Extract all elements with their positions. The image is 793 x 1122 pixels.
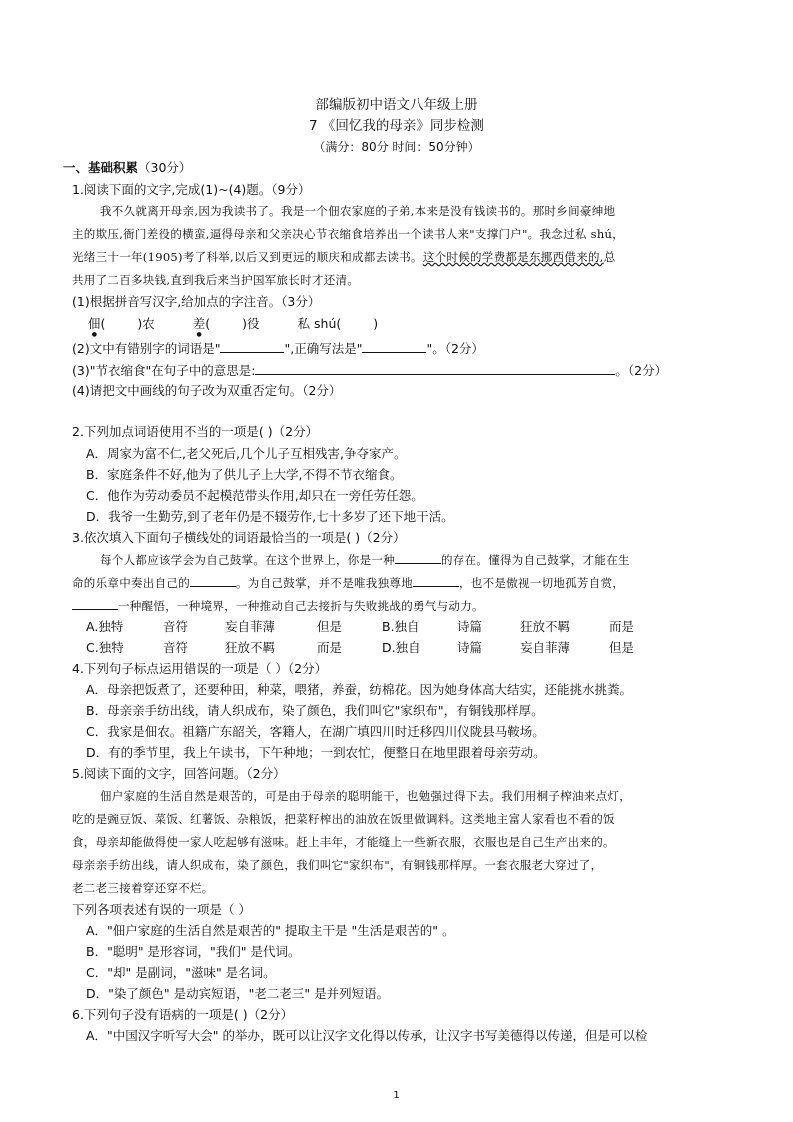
q3-passage-line [72, 595, 484, 616]
q1-sub1-label: (1)根据拼音写汉字,给加点的字注音。（3分） [72, 294, 321, 309]
answer-blank[interactable] [255, 360, 615, 375]
q5-passage-line: 吃的是豌豆饭、菜饭、红薯饭、杂粮饭，把菜籽榨出的油放在饭里做调料。这类地主富人家看也不看的饭 [72, 812, 615, 826]
q3-option-cell: 但是 [609, 640, 635, 655]
q3-option-cell: A.独特 [86, 619, 124, 634]
q3-option-cell: 诗篇 [457, 640, 483, 655]
q3-option-cell: 音符 [163, 640, 189, 655]
q6-option-a: A．"中国汉字听写大会" 的举办，既可以让汉字文化得以传承，让汉字书写美德得以传递，但是可以检 [86, 1028, 648, 1043]
q3-option-cell: 妄自菲薄 [225, 619, 276, 634]
q1-passage-line: 主的欺压,衙门差役的横蛮,逼得母亲和父亲决心节衣缩食培养出一个读书人来"支撑门户"。我念过私 shú， [72, 227, 625, 241]
q1-stem: 1.阅读下面的文字,完成(1)~(4)题。（9分） [72, 182, 311, 197]
q3-option-cell: 音符 [163, 619, 189, 634]
q3-option-cell: B.独自 [382, 619, 420, 634]
pinyin-prompt: 私 shú( [297, 316, 342, 331]
section-points: （30分） [138, 160, 192, 175]
q3-option-cell: 但是 [317, 619, 343, 634]
q5-option-a: A．"佃户家庭的生活自然是艰苦的" 提取主干是 "生活是艰苦的" 。 [86, 923, 455, 938]
q2-stem: 2.下列加点词语使用不当的一项是( )（2分） [72, 424, 319, 439]
q5-option-c: C．"却" 是副词，"滋味" 是名词。 [86, 965, 276, 980]
q4-stem: 4.下列句子标点运用错误的一项是（ ）（2分） [72, 661, 328, 676]
q3-text: 命的乐章中奏出自己的 [72, 576, 190, 590]
dotted-char: 佃 [88, 316, 101, 331]
q3-option-cell: 狂放不羁 [520, 619, 571, 634]
q3-option-cell: 妄自菲薄 [520, 640, 571, 655]
doc-subtitle: 7 《回忆我的母亲》同步检测 [309, 118, 484, 134]
q1-passage-segment: 光绪三十一年(1905)考了科举,以后又到更远的顺庆和成都去读书。 [72, 250, 423, 264]
paren: ( [205, 316, 211, 331]
answer-blank[interactable] [72, 595, 118, 610]
answer-blank[interactable] [395, 549, 441, 564]
dotted-char: 差 [192, 316, 206, 331]
q3-option-cell: 狂放不羁 [225, 640, 276, 655]
q3-passage-line [100, 549, 630, 570]
section-heading [63, 158, 191, 178]
answer-blank[interactable] [190, 572, 236, 587]
q3-option-cell: 而是 [317, 640, 343, 655]
q1-sub2-text: ",正确写法是" [284, 341, 363, 356]
q5-passage-line: 老二老三接着穿还穿不烂。 [72, 881, 214, 895]
q3-text: 每个人都应该学会为自己鼓掌。在这个世界上，你是一种 [100, 553, 395, 567]
section-title: 一、基础积累 [63, 160, 139, 175]
q1-passage-line: 我不久就离开母亲,因为我读书了。我是一个佃农家庭的子弟,本来是没有钱读书的。那时乡间豪绅地 [100, 204, 616, 218]
q4-option-d: D．有的季节里，我上午读书，下午种地；一到农忙，便整日在地里跟着母亲劳动。 [86, 745, 546, 760]
q4-option-a: A．母亲把饭煮了，还要种田，种菜，喂猪，养蚕，纺棉花。因为她身体高大结实，还能挑水挑粪。 [86, 682, 633, 697]
q3-passage-line [72, 572, 624, 593]
paren: ( [100, 316, 106, 331]
score-time-info: （满分：80分 时间：50分钟） [313, 140, 480, 154]
q1-sub2-text: (2)文中有错别字的词语是" [72, 341, 221, 356]
q6-stem: 6.下列句子没有语病的一项是( )（2分） [72, 1007, 294, 1022]
answer-blank[interactable] [362, 338, 426, 353]
q1-sub1-items [88, 314, 378, 338]
q3-text: ，也不是傲视一切地孤芳自赏， [459, 576, 625, 590]
doc-title: 部编版初中语文八年级上册 [315, 97, 478, 113]
page-number: 1 [393, 1090, 400, 1101]
q5-question: 下列各项表述有误的一项是（ ） [72, 902, 251, 917]
q3-stem: 3.依次填入下面句子横线处的词语最恰当的一项是( )（2分） [72, 530, 406, 545]
q5-passage-line: 佃户家庭的生活自然是艰苦的，可是由于母亲的聪明能干，也勉强过得下去。我们用桐子榨油来点灯， [100, 789, 631, 803]
q2-option-b: B．家庭条件不好,他为了供儿子上大学,不得不节衣缩食。 [86, 467, 403, 482]
q1-sub2 [72, 338, 484, 359]
q3-text: 。为自己鼓掌，并不是唯我独尊地 [236, 576, 413, 590]
paren: ) [373, 316, 379, 331]
q1-sub3 [72, 360, 667, 381]
q1-sub2-text: "。（2分） [426, 341, 484, 356]
q4-option-c: C．我家是佃农。祖籍广东韶关，客籍人，在湖广填四川时迁移四川仪陇县马鞍场。 [86, 724, 545, 739]
q4-option-b: B．母亲亲手纺出线，请人织成布，染了颜色，我们叫它"家织布"，有铜钱那样厚。 [86, 703, 544, 718]
q1-passage-line: 共用了二百多块钱,直到我后来当护国军旅长时才还清。 [72, 273, 360, 287]
q3-option-cell: 而是 [609, 619, 635, 634]
q1-sub3-text: 。（2分） [615, 363, 668, 378]
q3-option-cell: C.独特 [86, 640, 124, 655]
q5-passage-line: 食，母亲却能做得使一家人吃起够有滋味。赶上丰年，才能缝上一些新衣服，衣服也是自己生产出来的。 [72, 835, 615, 849]
q2-option-a: A．周家为富不仁,老父死后,几个儿子互相残害,争夺家产。 [86, 446, 407, 461]
q1-underlined-sentence: 这个时候的学费都是东挪西借来的, [422, 250, 604, 264]
paren-text: )役 [242, 316, 260, 331]
paren-text: )农 [137, 316, 155, 331]
q3-text: 的存在。懂得为自己鼓掌，才能在生 [441, 553, 630, 567]
q5-passage-line: 母亲亲手纺出线，请人织成布，染了颜色，我们叫它"家织布"，有铜钱那样厚。一套衣服老大穿过了， [72, 858, 603, 872]
q5-stem: 5.阅读下面的文字，回答问题。（2分） [72, 766, 286, 781]
q5-option-d: D．"染了颜色" 是动宾短语，"老二老三" 是并列短语。 [86, 986, 390, 1001]
q2-option-c: C．他作为劳动委员不起模范带头作用,却只在一旁任劳任怨。 [86, 488, 424, 503]
answer-blank[interactable] [220, 338, 284, 353]
q3-option-cell: 诗篇 [457, 619, 483, 634]
q2-option-d: D．我爷一生勤劳,到了老年仍是不辍劳作,七十多岁了还下地干活。 [86, 509, 454, 524]
q1-passage-line [72, 247, 616, 267]
q1-sub3-text: (3)"节衣缩食"在句子中的意思是: [72, 363, 256, 378]
q5-option-b: B．"聪明" 是形容词，"我们" 是代词。 [86, 944, 301, 959]
answer-blank[interactable] [413, 572, 459, 587]
q1-passage-segment: 总 [603, 250, 616, 264]
q3-text: 一种醒悟，一种境界，一种推动自己去接折与失败挑战的勇气与动力。 [118, 599, 484, 613]
q1-sub4: (4)请把文中画线的句子改为双重否定句。（2分） [72, 383, 342, 398]
q3-option-cell: D.独自 [382, 640, 421, 655]
